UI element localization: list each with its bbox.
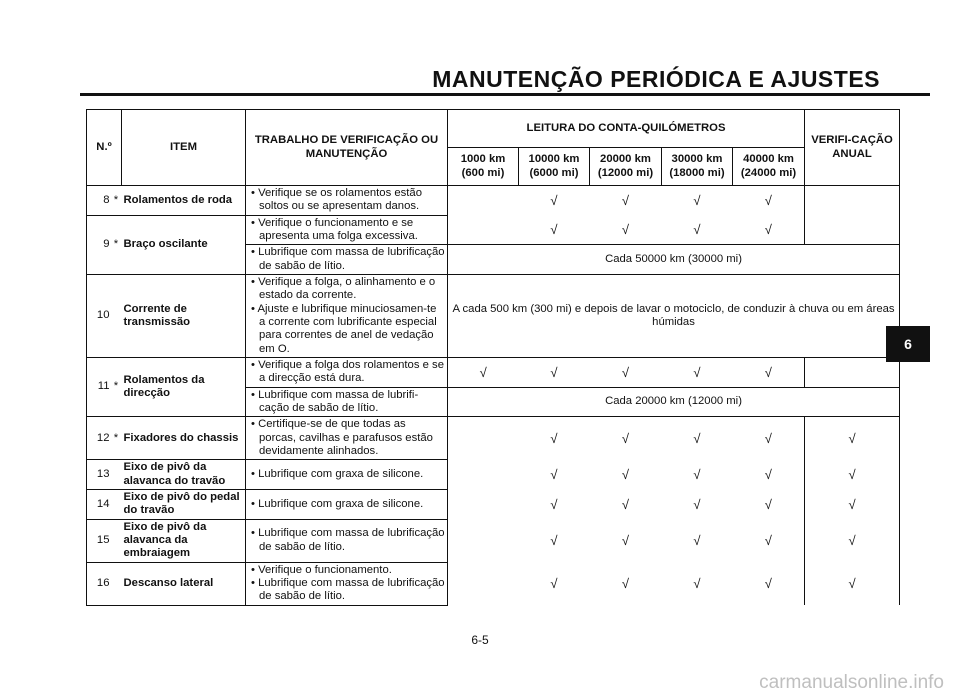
check-mark: √ <box>693 496 701 512</box>
table-row <box>87 186 900 216</box>
check-mark: √ <box>550 532 558 548</box>
header-odometer: LEITURA DO CONTA-QUILÓMETROS <box>448 110 805 148</box>
title-rule <box>80 93 930 96</box>
check-mark: √ <box>693 532 701 548</box>
check-mark: √ <box>693 575 701 591</box>
interval-km: 40000 km <box>743 153 794 166</box>
check-mark: √ <box>621 466 630 482</box>
row-star <box>111 460 122 490</box>
check-mark: √ <box>764 466 772 482</box>
row-number: 14 <box>87 489 111 519</box>
header-interval-4 <box>733 148 805 186</box>
row-number: 13 <box>87 460 111 490</box>
annual-check-mark: √ <box>805 417 900 460</box>
row-number: 10 <box>87 274 111 357</box>
check-mark: √ <box>621 364 630 380</box>
table-row <box>87 460 900 490</box>
table-row <box>87 562 900 605</box>
work-cell <box>246 274 448 357</box>
check-mark: √ <box>693 430 701 446</box>
check-mark: √ <box>764 496 772 512</box>
check-mark: √ <box>448 357 519 387</box>
row-item: Braço oscilante <box>122 215 246 274</box>
empty-cell <box>448 417 519 460</box>
maintenance-table <box>86 109 900 606</box>
table-row <box>87 417 900 460</box>
work-cell <box>246 357 448 387</box>
header-interval-2 <box>590 148 662 186</box>
interval-km: 30000 km <box>671 153 723 166</box>
row-star <box>111 562 122 605</box>
check-mark: √ <box>550 466 558 482</box>
empty-cell <box>448 519 519 562</box>
header-annual: VERIFI-CAÇÃO ANUAL <box>805 110 900 186</box>
check-mark: √ <box>764 364 772 380</box>
row-number: 12 <box>87 417 111 460</box>
interval-km: 20000 km <box>600 153 651 166</box>
row-number: 11 <box>87 357 111 416</box>
empty-cell <box>448 186 519 216</box>
check-mark: √ <box>764 192 772 208</box>
check-mark: √ <box>693 466 701 482</box>
annual-empty-cell <box>805 357 900 387</box>
work-bullet: • Verifique a folga dos rolamentos e se a direcção está dura. <box>251 358 444 385</box>
header-interval-3 <box>662 148 733 186</box>
table-row <box>87 357 900 387</box>
row-star: * <box>111 186 122 216</box>
interval-mi: (12000 mi) <box>597 166 654 179</box>
work-cell <box>246 245 448 275</box>
work-cell <box>246 186 448 216</box>
table-row <box>87 274 900 357</box>
annual-empty-cell <box>805 215 900 245</box>
header-no: N.º <box>87 110 122 186</box>
header-item: ITEM <box>122 110 246 186</box>
interval-km: 10000 km <box>528 153 580 166</box>
check-mark: √ <box>621 532 630 548</box>
work-cell <box>246 387 448 417</box>
check-mark: √ <box>693 192 701 208</box>
work-cell <box>246 489 448 519</box>
header-work: TRABALHO DE VERIFICAÇÃO OU MANUTENÇÃO <box>246 110 448 186</box>
row-item: Corrente de transmissão <box>122 274 246 357</box>
work-cell <box>246 215 448 245</box>
watermark: carmanualsonline.info <box>759 672 944 693</box>
check-mark: √ <box>764 532 772 548</box>
annual-check-mark: √ <box>805 489 900 519</box>
work-cell <box>246 519 448 562</box>
empty-cell <box>448 562 519 605</box>
page-number: 6-5 <box>471 633 489 647</box>
row-number: 8 <box>87 186 111 216</box>
table-row <box>87 215 900 245</box>
row-item: Fixadores do chassis <box>122 417 246 460</box>
interval-note: Cada 50000 km (30000 mi) <box>448 245 900 275</box>
check-mark: √ <box>621 496 630 512</box>
interval-mi: (24000 mi) <box>740 166 797 179</box>
row-item: Eixo de pivô da alavanca da embraiagem <box>122 519 246 562</box>
work-bullet: • Verifique o funcionamento e se apresenta uma folga excessiva. <box>251 216 418 242</box>
check-mark: √ <box>764 575 772 591</box>
annual-check-mark: √ <box>805 519 900 562</box>
work-bullet: • Lubrifique com massa de lubrifi-cação de sabão de lítio. <box>251 388 419 414</box>
check-mark: √ <box>550 192 558 208</box>
row-number: 9 <box>87 215 111 274</box>
row-item: Eixo de pivô da alavanca do travão <box>122 460 246 490</box>
annual-empty-cell <box>805 186 900 216</box>
work-bullet: • Certifique-se de que todas as porcas, cavilhas e parafusos estão devidamente alinhados. <box>251 418 433 457</box>
row-item: Descanso lateral <box>122 562 246 605</box>
work-bullet: • Lubrifique com graxa de silicone. <box>251 497 424 510</box>
interval-note: A cada 500 km (300 mi) e depois de lavar o motociclo, de conduzir à chuva ou em áreas húmidas <box>448 274 900 357</box>
work-bullet: • Verifique se os rolamentos estão soltos ou se apresentam danos. <box>251 187 422 213</box>
work-bullet: • Lubrifique com massa de lubrificação de sabão de lítio. <box>251 246 445 272</box>
work-cell <box>246 417 448 460</box>
row-number: 15 <box>87 519 111 562</box>
check-mark: √ <box>693 222 701 238</box>
empty-cell <box>448 460 519 490</box>
row-star <box>111 489 122 519</box>
table-row <box>87 519 900 562</box>
check-mark: √ <box>550 496 558 512</box>
header-interval-0 <box>448 148 519 186</box>
work-bullet: • Lubrifique com massa de lubrificação de sabão de lítio. <box>251 527 445 553</box>
row-number: 16 <box>87 562 111 605</box>
work-bullet: • Lubrifique com graxa de silicone. <box>251 467 424 480</box>
check-mark: √ <box>550 430 558 446</box>
row-star <box>111 519 122 562</box>
check-mark: √ <box>621 575 630 591</box>
row-star: * <box>111 417 122 460</box>
check-mark: √ <box>693 364 701 380</box>
header-interval-1 <box>519 148 590 186</box>
check-mark: √ <box>550 364 558 380</box>
row-star: * <box>111 215 122 274</box>
interval-mi: (18000 mi) <box>669 166 725 179</box>
check-mark: √ <box>550 575 558 591</box>
check-mark: √ <box>764 430 772 446</box>
row-item: Rolamentos de roda <box>122 186 246 216</box>
annual-check-mark: √ <box>805 562 900 605</box>
interval-note: Cada 20000 km (12000 mi) <box>448 387 900 417</box>
section-tab: 6 <box>886 326 930 362</box>
empty-cell <box>448 489 519 519</box>
check-mark: √ <box>550 222 558 238</box>
work-bullet: • Ajuste e lubrifique minuciosamen-te a corrente com lubrificante especial para correntes de anel de vedação em O. <box>251 302 437 355</box>
interval-mi: (600 mi) <box>461 166 505 179</box>
work-bullet: • Verifique o funcionamento. <box>251 563 392 576</box>
annual-check-mark: √ <box>805 460 900 490</box>
page-title: MANUTENÇÃO PERIÓDICA E AJUSTES <box>432 66 880 92</box>
row-star <box>111 274 122 357</box>
check-mark: √ <box>621 222 630 238</box>
row-item: Rolamentos da direcção <box>122 357 246 416</box>
work-bullet: • Lubrifique com massa de lubrificação de sabão de lítio. <box>251 576 445 603</box>
row-star: * <box>111 357 122 416</box>
check-mark: √ <box>621 430 630 446</box>
empty-cell <box>448 215 519 245</box>
check-mark: √ <box>764 222 772 238</box>
row-item: Eixo de pivô do pedal do travão <box>122 489 246 519</box>
interval-mi: (6000 mi) <box>529 166 579 179</box>
work-cell <box>246 562 448 605</box>
check-mark: √ <box>621 192 630 208</box>
work-cell <box>246 460 448 490</box>
work-bullet: • Verifique a folga, o alinhamento e o estado da corrente. <box>251 275 436 302</box>
interval-km: 1000 km <box>460 153 506 166</box>
table-row <box>87 489 900 519</box>
